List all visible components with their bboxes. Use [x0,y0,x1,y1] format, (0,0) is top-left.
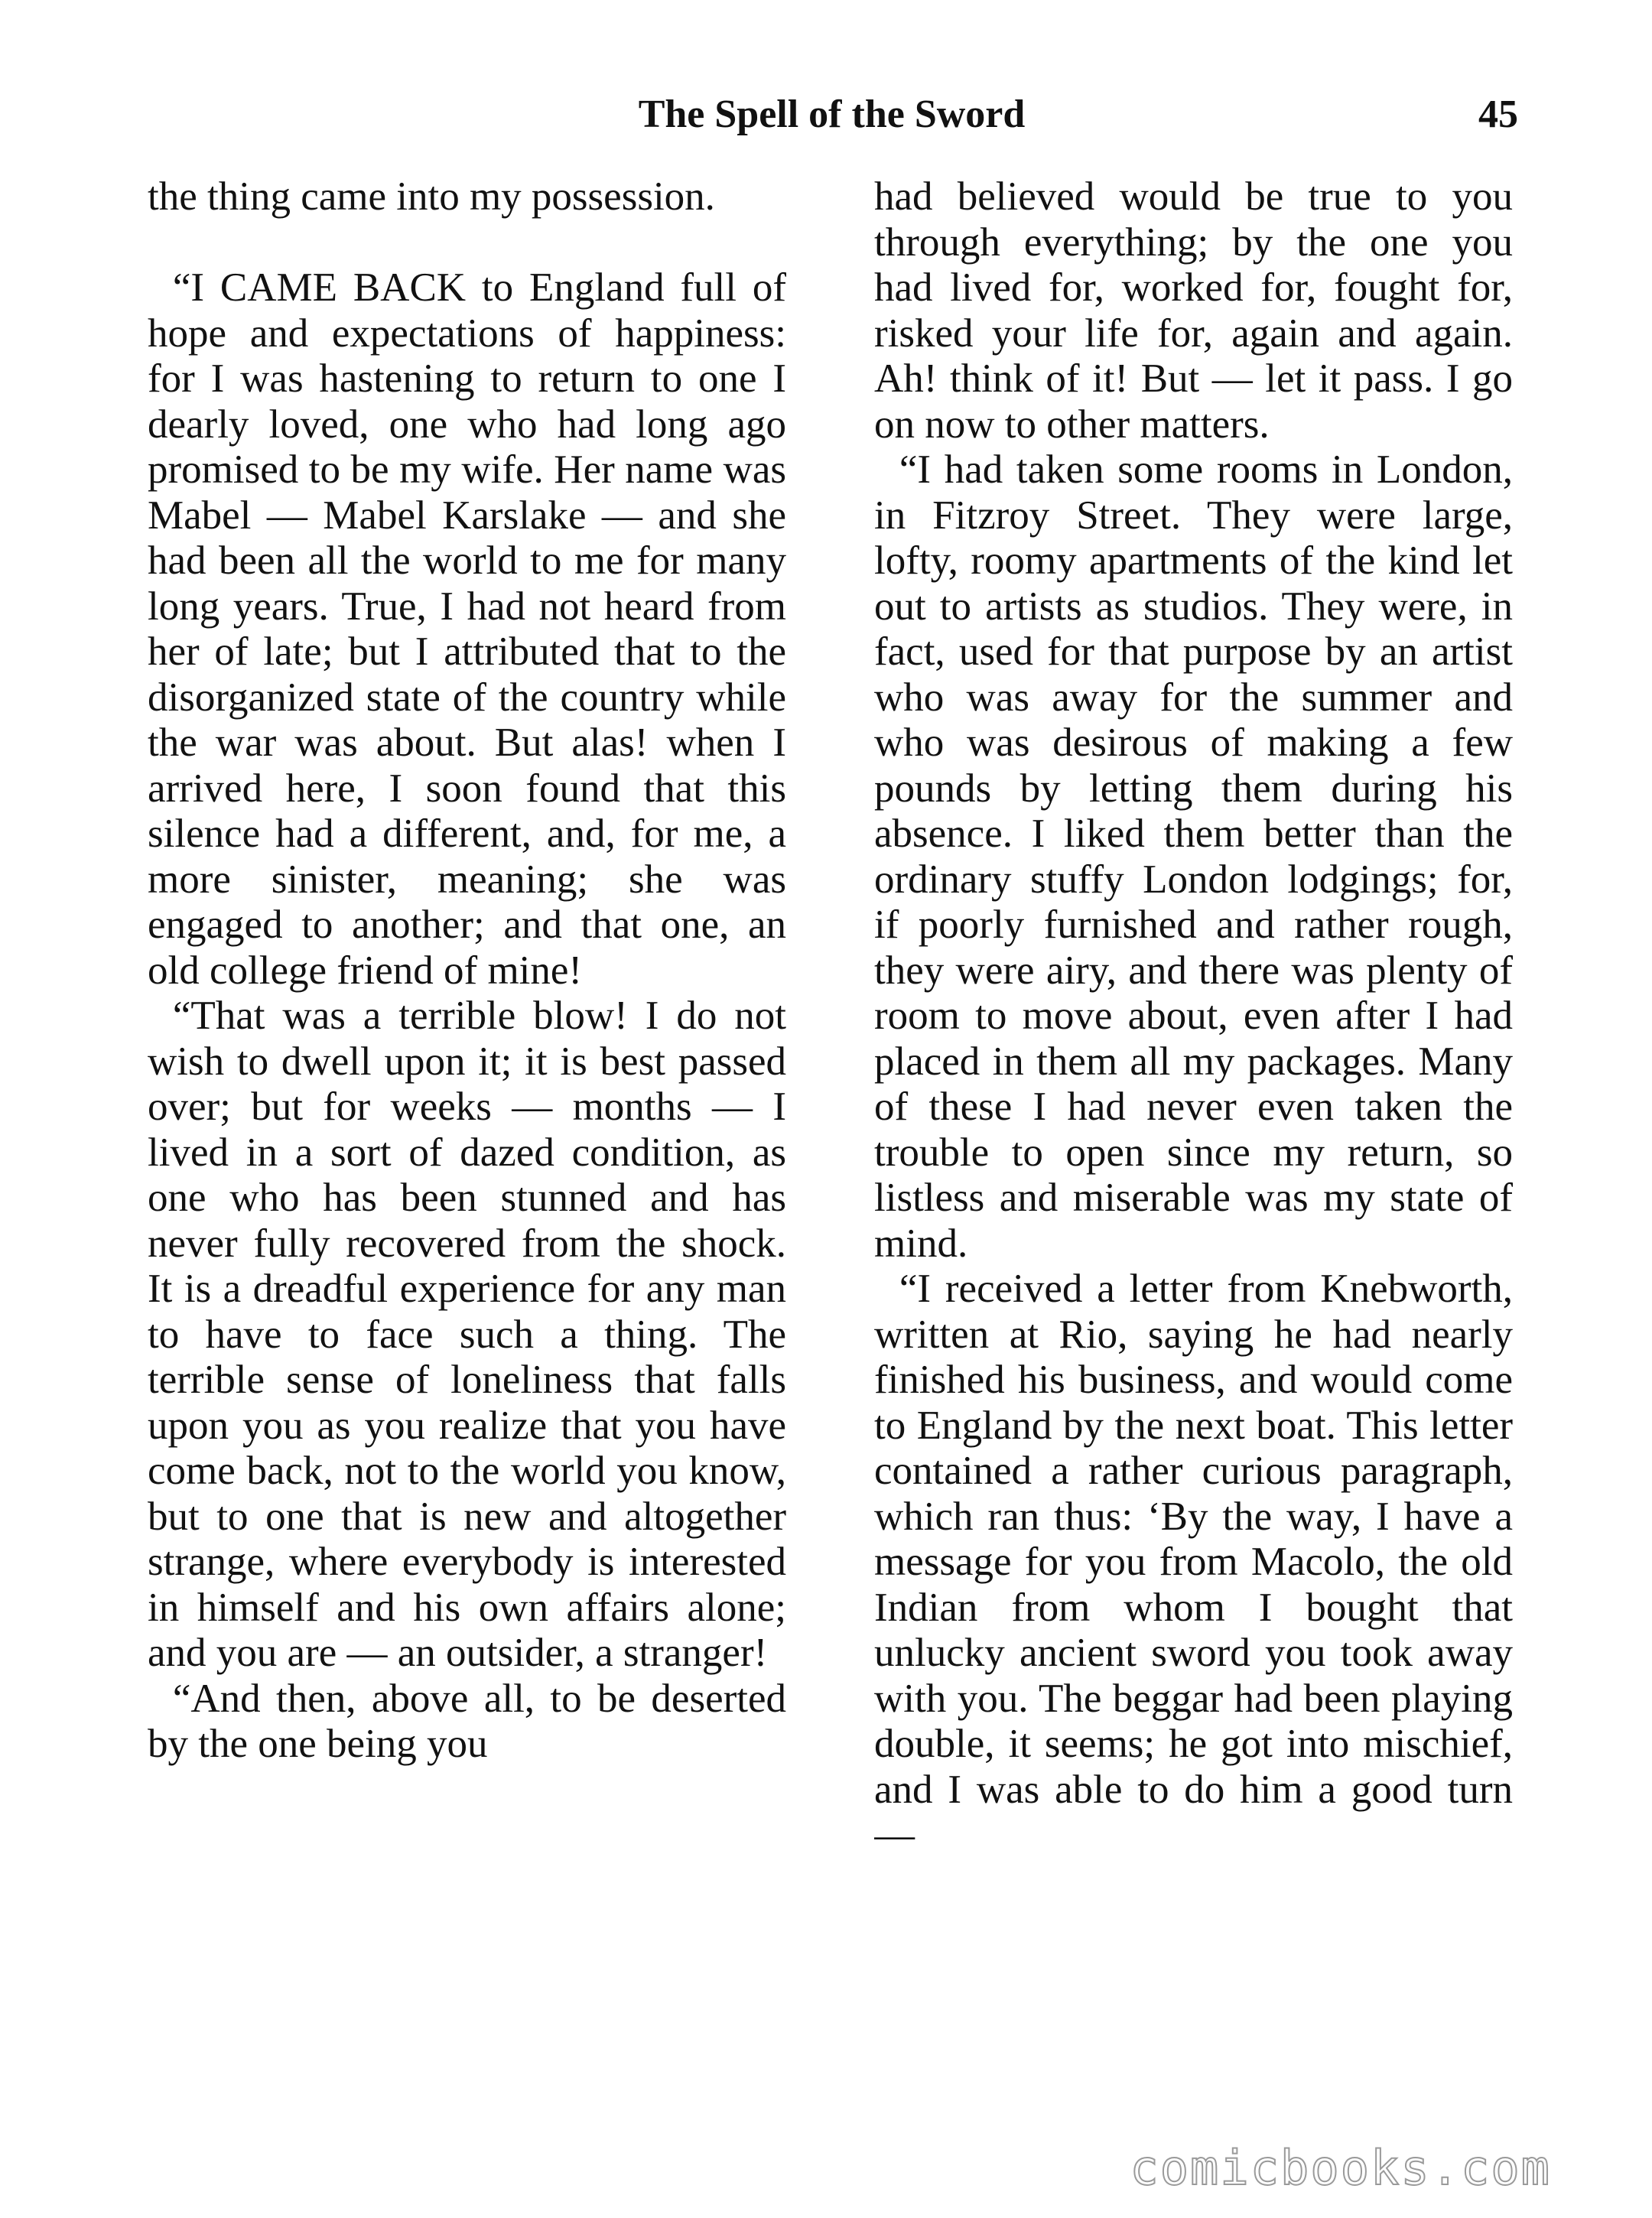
paragraph: the thing came into my possession. [148,174,715,219]
text-column-right [874,174,1513,2117]
paragraph: “That was a terrible blow! I do not wish to dwell upon it; it is best passed over; but for weeks — months — I lived in a sort of dazed condition, as one who has been stunned and has never fully recovered from the shock. It is a dreadful experience for any man to have to face such a thing. The terrible sense of loneliness that falls upon you as you realize that you have come back, not to the world you know, but to one that is new and altogether strange, where everybody is interested in himself and his own affairs alone; and you are — an outsider, a stranger! [148,994,786,1675]
paragraph: “I received a letter from Knebworth, written at Rio, saying he had nearly finished his business, and would come to England by the next boat. This letter contained a rather curious paragraph, which ran thus: ‘By the way, I have a message for you from Macolo, the old Indian from whom I bought that unlucky ancient sword you took away with you. The beggar had been playing double, it seems; he got into mischief, and I was able to do him a good turn — [874,1267,1513,1857]
paragraph: had believed would be true to you through everything; by the one you had lived for, worked for, fought for, risked your life for, again and again. Ah! think of it! But — let it pass. I go on now to other matters. [874,174,1513,447]
paragraph: “I had taken some rooms in London, in Fitzroy Street. They were large, lofty, roomy apartments of the kind let out to artists as studios. They were, in fact, used for that purpose by an artist who was away for the summer and who was desirous of making a few pounds by letting them during his absence. I liked them better than the ordinary stuffy London lodgings; for, if poorly furnished and rather rough, they were airy, and there was plenty of room to move about, even after I had placed in them all my packages. Many of these I had never even taken the trouble to open since my return, so listless and miserable was my state of mind. [874,447,1513,1266]
paragraph: “And then, above all, to be deserted by the one being you [148,1676,786,1766]
page-header [145,84,1518,145]
text-column-left [148,174,786,2117]
running-title: The Spell of the Sword [638,93,1026,136]
watermark: comicbooks.com [1130,2140,1551,2196]
paragraph: “I CAME BACK to England full of hope and expectations of happiness: for I was hastening to return to one I dearly loved, one who had long ago promised to be my wife. Her name was Mabel — Mabel Karslake — and she had been all the world to me for many long years. True, I had not heard from her of late; but I attributed that to the disorganized state of the country while the war was about. But alas! when I arrived here, I soon found that this silence had a different, and, for me, a more sinister, meaning; she was engaged to another; and that one, an old college friend of mine! [148,265,786,993]
page-number: 45 [1478,93,1518,136]
